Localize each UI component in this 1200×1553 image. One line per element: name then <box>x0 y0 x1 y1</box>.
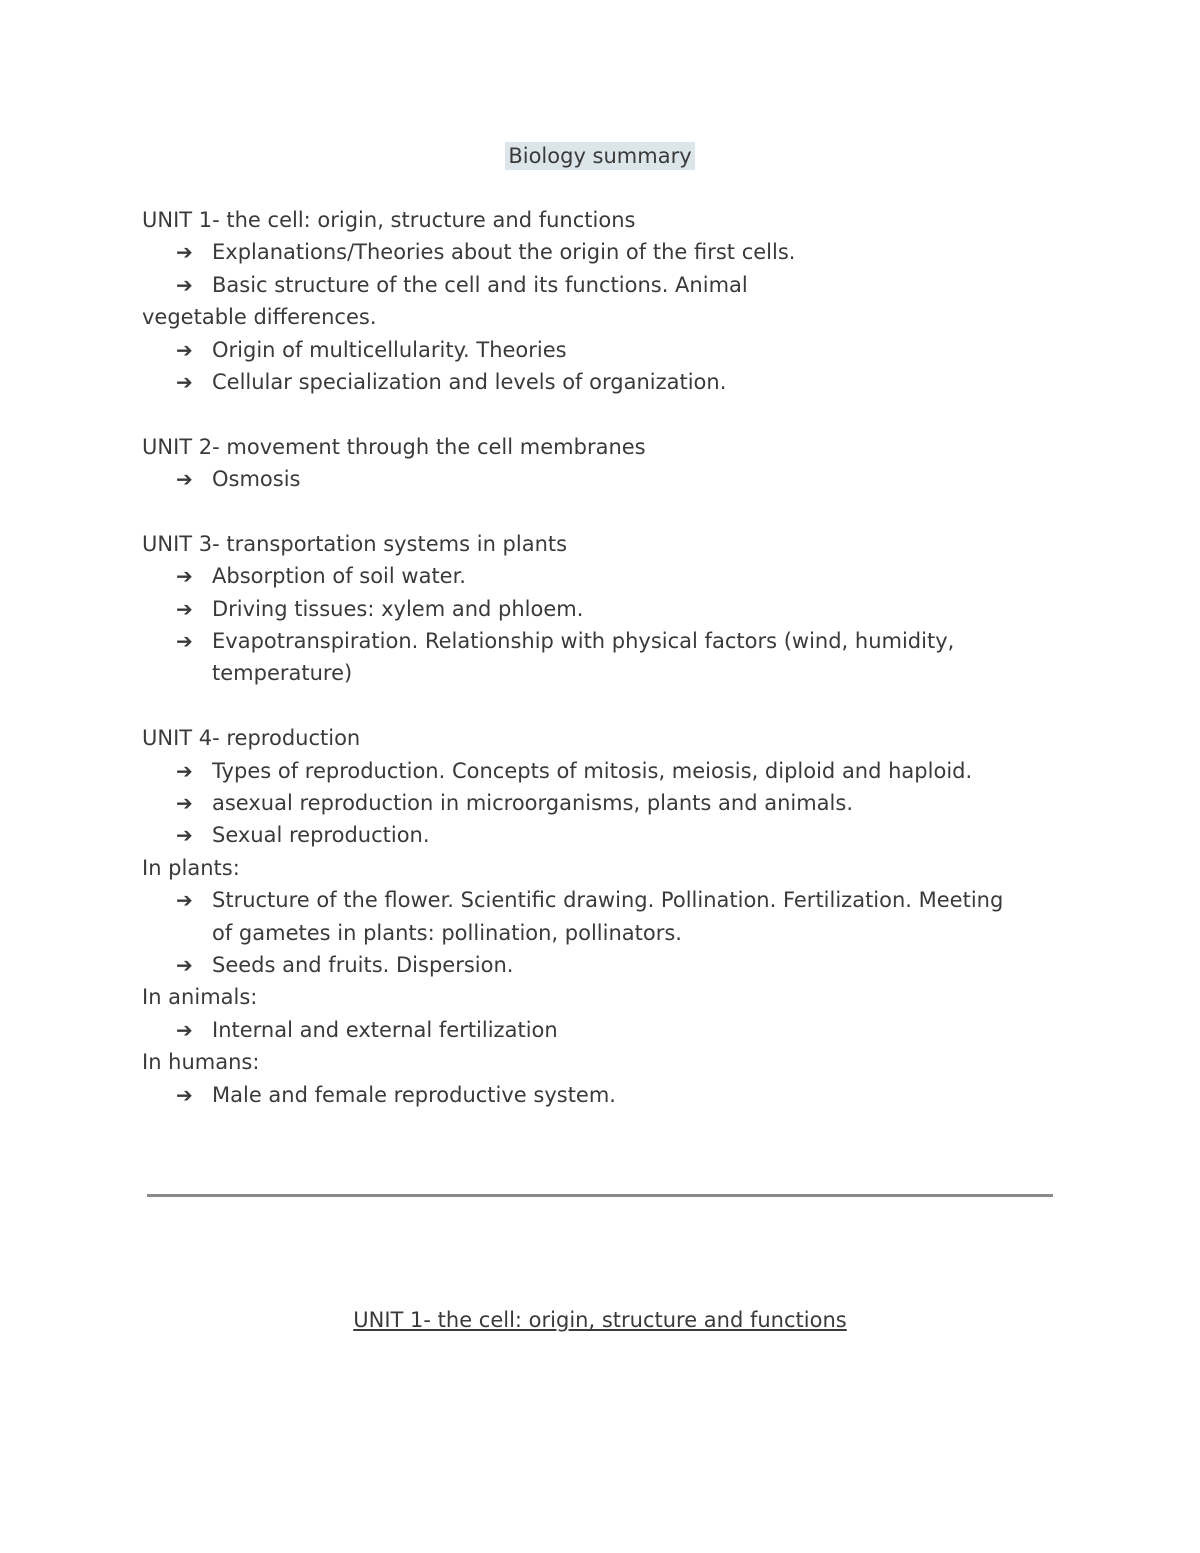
spacer <box>142 496 1042 528</box>
unit-2-heading: UNIT 2- movement through the cell membranes <box>142 434 646 459</box>
bullet-text: Absorption of soil water. <box>212 564 466 589</box>
summary-content <box>142 204 1042 1111</box>
unit-1-item-2-continuation: vegetable differences. <box>142 305 377 330</box>
plants-item-1 <box>142 884 1012 949</box>
unit-4-item-2 <box>142 787 1042 819</box>
animals-item-1 <box>142 1014 1042 1046</box>
horizontal-divider <box>147 1194 1053 1197</box>
arrow-icon: ➔ <box>176 564 193 589</box>
unit-4-item-1 <box>142 755 1042 787</box>
bullet-text: Explanations/Theories about the origin of the first cells. <box>212 240 796 265</box>
arrow-icon: ➔ <box>176 791 193 816</box>
bullet-text: Basic structure of the cell and its functions. Animal <box>212 272 748 297</box>
humans-label: In humans: <box>142 1050 260 1075</box>
spacer <box>142 398 1042 430</box>
bullet-text: Origin of multicellularity. Theories <box>212 337 567 362</box>
section-heading: UNIT 1- the cell: origin, structure and functions <box>353 1308 847 1332</box>
plants-item-2 <box>142 949 1042 981</box>
bullet-text: Structure of the flower. Scientific drawing. Pollination. Fertilization. Meeting of gametes in plants: pollination, pollinators. <box>212 888 1004 945</box>
arrow-icon: ➔ <box>176 337 193 362</box>
bullet-text: Types of reproduction. Concepts of mitosis, meiosis, diploid and haploid. <box>212 758 973 783</box>
unit-1-heading: UNIT 1- the cell: origin, structure and functions <box>142 208 636 232</box>
arrow-icon: ➔ <box>176 953 193 978</box>
plants-label: In plants: <box>142 855 240 880</box>
bullet-text: Internal and external fertilization <box>212 1017 558 1042</box>
bullet-text: Driving tissues: xylem and phloem. <box>212 596 584 621</box>
arrow-icon: ➔ <box>176 823 193 848</box>
arrow-icon: ➔ <box>176 369 193 394</box>
unit-1-item-2 <box>142 269 1042 301</box>
humans-item-1 <box>142 1079 1042 1111</box>
animals-label: In animals: <box>142 985 258 1010</box>
unit-4-item-3 <box>142 819 1042 851</box>
unit-3-item-3 <box>142 625 1012 690</box>
spacer <box>142 690 1042 722</box>
arrow-icon: ➔ <box>176 758 193 783</box>
bullet-text: asexual reproduction in microorganisms, plants and animals. <box>212 791 853 816</box>
arrow-icon: ➔ <box>176 1017 193 1042</box>
bullet-text: Sexual reproduction. <box>212 823 430 848</box>
bullet-text: Seeds and fruits. Dispersion. <box>212 953 514 978</box>
unit-3-item-2 <box>142 593 1042 625</box>
bullet-text: Osmosis <box>212 467 301 492</box>
arrow-icon: ➔ <box>176 272 193 297</box>
unit-1-item-4 <box>142 366 1042 398</box>
arrow-icon: ➔ <box>176 888 193 913</box>
arrow-icon: ➔ <box>176 240 193 265</box>
document-title-block <box>0 140 1200 172</box>
arrow-icon: ➔ <box>176 629 193 654</box>
unit-1-item-3 <box>142 334 1042 366</box>
bullet-text: Male and female reproductive system. <box>212 1082 616 1107</box>
unit-2-item-1 <box>142 463 1042 495</box>
bullet-text: Cellular specialization and levels of organization. <box>212 369 727 394</box>
arrow-icon: ➔ <box>176 596 193 621</box>
document-title: Biology summary <box>505 142 694 170</box>
unit-4-heading: UNIT 4- reproduction <box>142 726 361 751</box>
unit-1-item-1 <box>142 236 1042 268</box>
arrow-icon: ➔ <box>176 467 193 492</box>
unit-3-heading: UNIT 3- transportation systems in plants <box>142 531 568 556</box>
arrow-icon: ➔ <box>176 1082 193 1107</box>
bullet-text: Evapotranspiration. Relationship with physical factors (wind, humidity, temperature) <box>212 629 955 686</box>
unit-3-item-1 <box>142 560 1042 592</box>
